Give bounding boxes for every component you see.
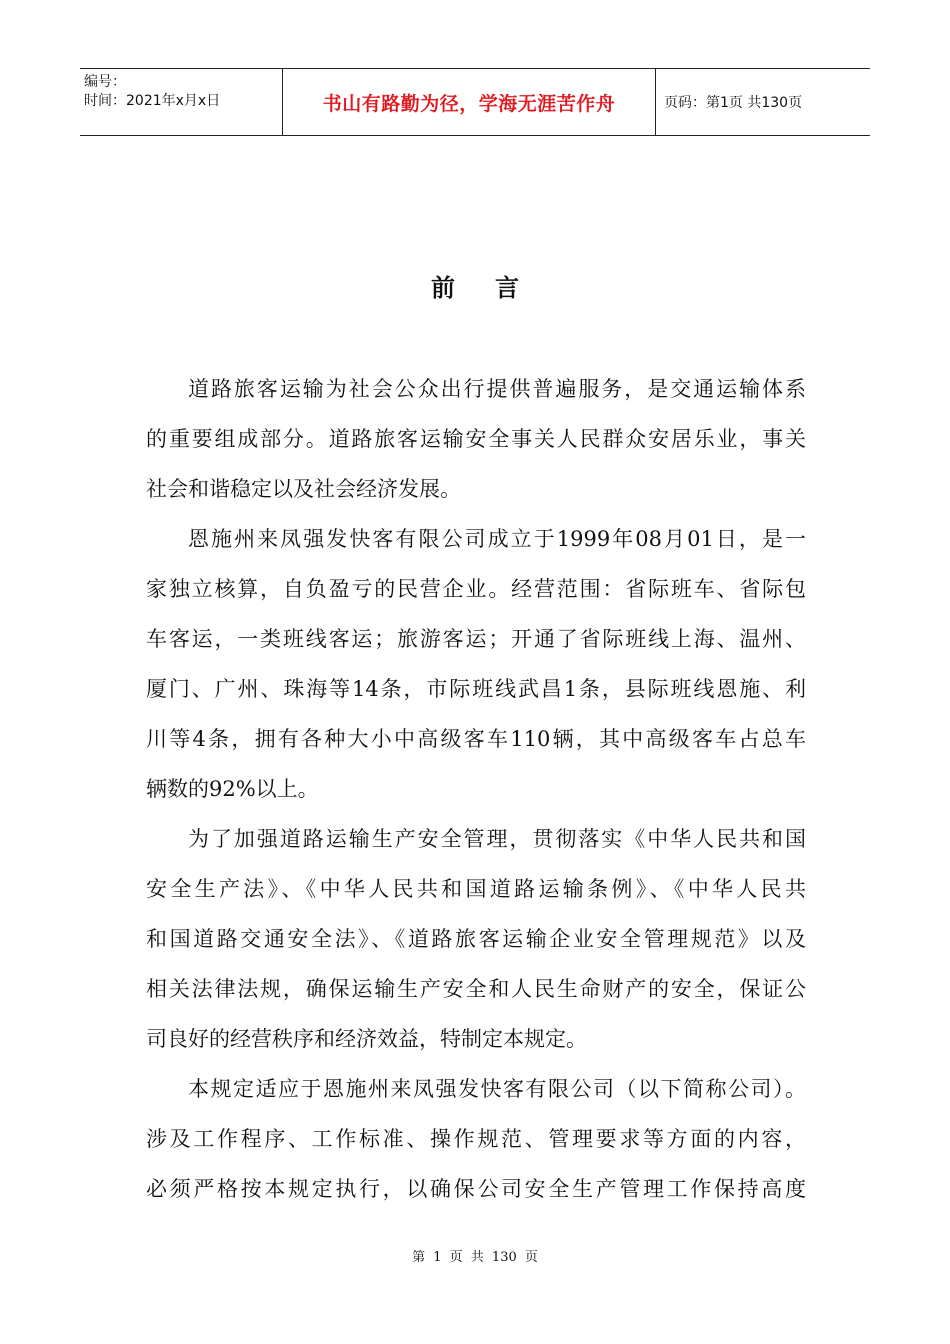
header-page-code (656, 69, 870, 135)
paragraph-line: 社会和谐稳定以及社会经济发展。 (146, 477, 461, 501)
paragraph-line: 司良好的经营秩序和经济效益，特制定本规定。 (146, 1027, 587, 1051)
paragraph-line: 川等4条，拥有各种大小中高级客车110辆，其中高级客车占总车 (146, 727, 806, 751)
paragraph-line: 的重要组成部分。道路旅客运输安全事关人民群众安居乐业，事关 (146, 427, 806, 451)
header-meta (80, 69, 282, 135)
paragraph-line: 为了加强道路运输生产安全管理，贯彻落实《中华人民共和国 (188, 827, 806, 851)
motto-text: 书山有路勤为径，学海无涯苦作舟 (322, 92, 616, 115)
paragraph-line: 车客运，一类班线客运；旅游客运；开通了省际班线上海、温州、 (146, 627, 806, 651)
paragraph-line: 辆数的92%以上。 (146, 777, 319, 801)
paragraph-line: 安全生产法》、《中华人民共和国道路运输条例》、《中华人民共 (146, 877, 806, 901)
paragraph-line: 和国道路交通安全法》、《道路旅客运输企业安全管理规范》以及 (146, 927, 806, 951)
paragraph-line: 必须严格按本规定执行，以确保公司安全生产管理工作保持高度 (146, 1177, 806, 1201)
time-label: 时间：2021年x月x日 (84, 93, 221, 109)
paragraph-line: 道路旅客运输为社会公众出行提供普遍服务，是交通运输体系 (188, 377, 806, 401)
paragraph-line: 家独立核算，自负盈亏的民营企业。经营范围：省际班车、省际包 (146, 577, 806, 601)
number-label: 编号： (84, 74, 126, 90)
page-title: 前言 (431, 274, 559, 302)
paragraph-line: 涉及工作程序、工作标准、操作规范、管理要求等方面的内容， (146, 1127, 806, 1151)
page-code-text: 页码：第1页 共130页 (664, 95, 803, 111)
document-header (80, 68, 870, 136)
header-motto-cell (282, 69, 656, 135)
paragraph-line: 恩施州来凤强发快客有限公司成立于1999年08月01日，是一 (188, 527, 806, 551)
page-footer: 第 1 页 共 130 页 (412, 1250, 538, 1265)
paragraph-line: 相关法律法规，确保运输生产安全和人民生命财产的安全，保证公 (146, 977, 806, 1001)
body-text (146, 364, 806, 1214)
paragraph-line: 厦门、广州、珠海等14条，市际班线武昌1条，县际班线恩施、利 (146, 677, 806, 701)
paragraph-line: 本规定适应于恩施州来凤强发快客有限公司（以下简称公司）。 (188, 1077, 806, 1101)
